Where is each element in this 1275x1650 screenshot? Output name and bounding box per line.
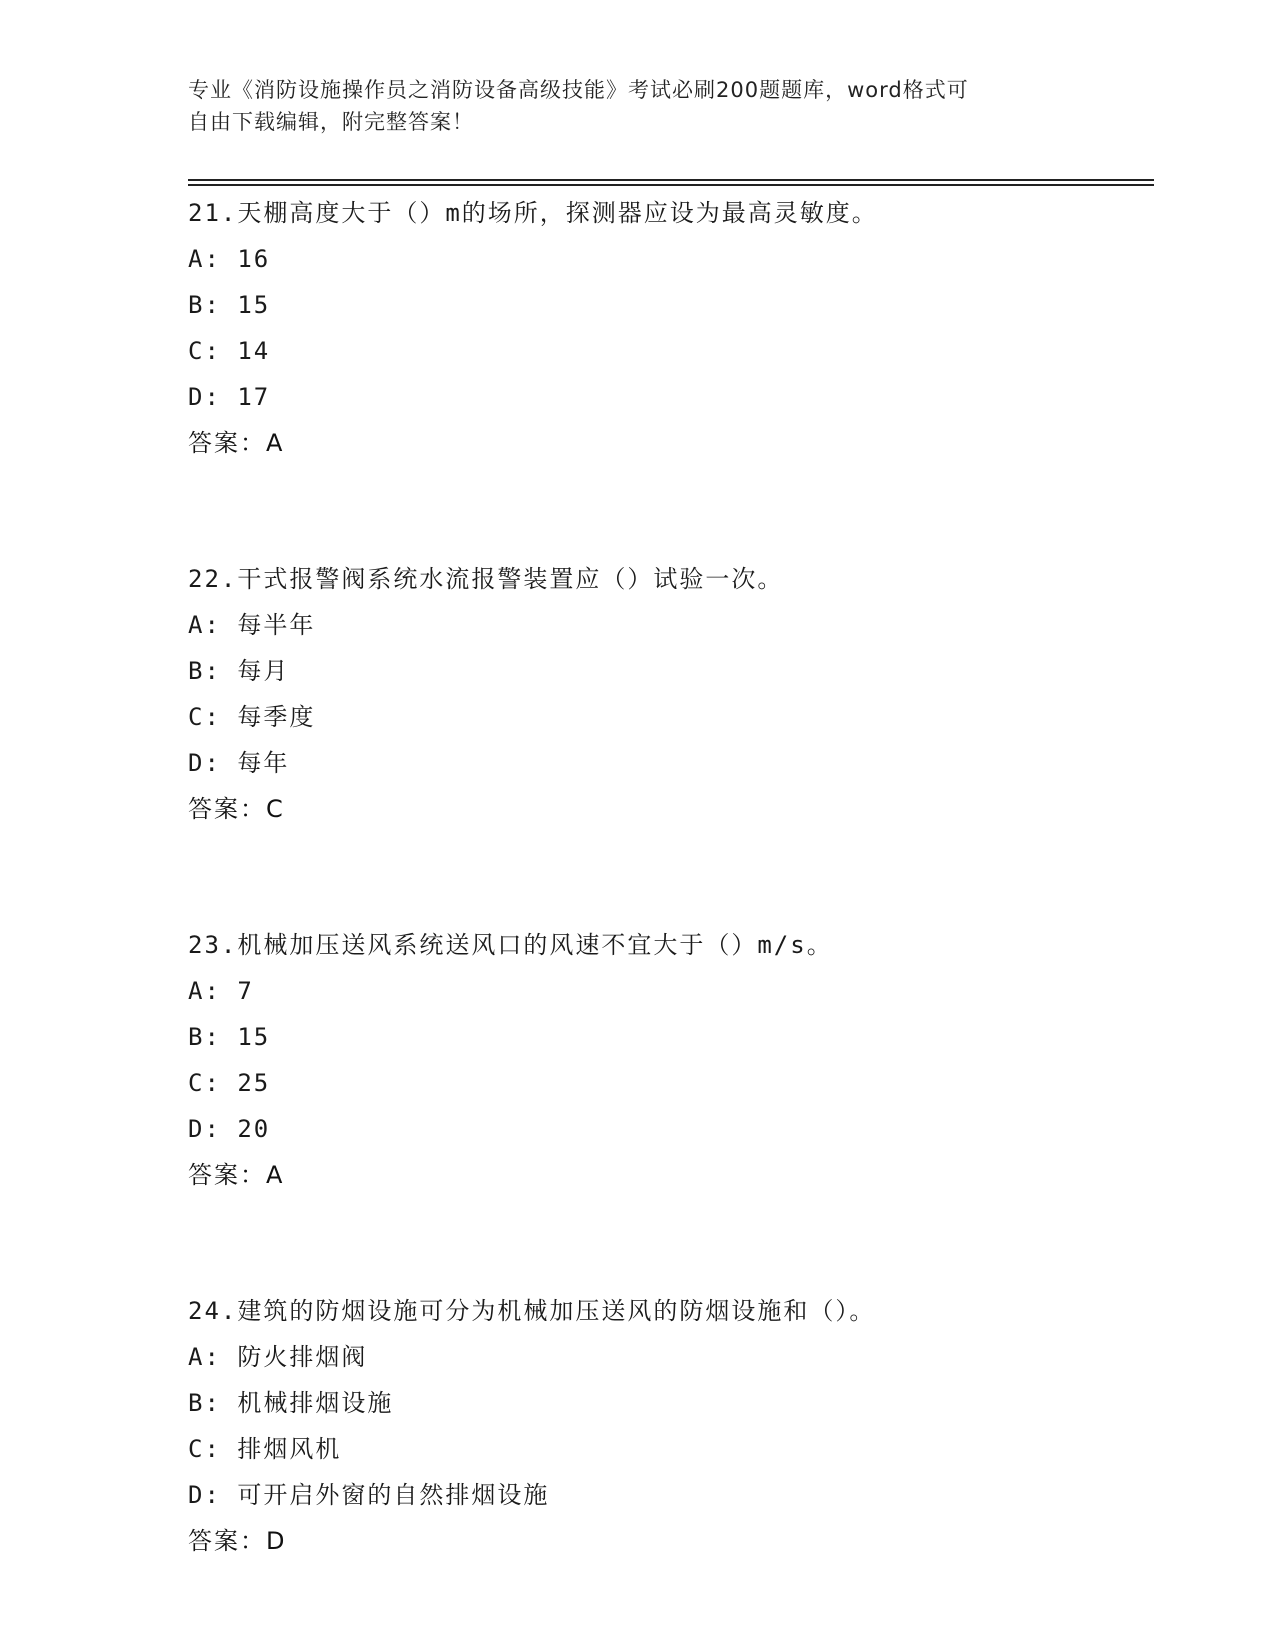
option-b: B: 机械排烟设施 (188, 1389, 394, 1417)
option-d: D: 20 (188, 1115, 271, 1143)
option-c: C: 排烟风机 (188, 1435, 342, 1463)
option-b: B: 15 (188, 291, 271, 319)
answer-line: 答案：C (188, 795, 285, 823)
question-24 (188, 1288, 1154, 1564)
answer-line: 答案：D (188, 1527, 287, 1555)
question-gap (188, 1198, 1154, 1288)
option-b: B: 15 (188, 1023, 271, 1051)
option-a: A: 每半年 (188, 611, 316, 639)
option-d: D: 每年 (188, 749, 290, 777)
question-stem: 23.机械加压送风系统送风口的风速不宜大于（）m/s。 (188, 931, 833, 959)
answer-line: 答案：A (188, 429, 285, 457)
question-23 (188, 922, 1154, 1198)
document-header (188, 74, 1088, 138)
header-line-1: 专业《消防设施操作员之消防设备高级技能》考试必刷200题题库，word格式可 (188, 78, 969, 102)
question-list (188, 190, 1154, 1564)
header-line-2: 自由下载编辑，附完整答案！ (188, 110, 474, 134)
option-c: C: 每季度 (188, 703, 316, 731)
option-a: A: 16 (188, 245, 271, 273)
question-gap (188, 466, 1154, 556)
question-stem: 24.建筑的防烟设施可分为机械加压送风的防烟设施和（）。 (188, 1297, 876, 1325)
option-a: A: 7 (188, 977, 254, 1005)
answer-line: 答案：A (188, 1161, 285, 1189)
question-stem: 21.天棚高度大于（）m的场所，探测器应设为最高灵敏度。 (188, 199, 878, 227)
question-22 (188, 556, 1154, 832)
option-c: C: 14 (188, 337, 271, 365)
option-d: D: 17 (188, 383, 271, 411)
question-stem: 22.干式报警阀系统水流报警装置应（）试验一次。 (188, 565, 784, 593)
header-divider-bottom (188, 184, 1154, 186)
option-a: A: 防火排烟阀 (188, 1343, 368, 1371)
header-divider-top (188, 179, 1154, 181)
option-c: C: 25 (188, 1069, 271, 1097)
option-d: D: 可开启外窗的自然排烟设施 (188, 1481, 550, 1509)
question-21 (188, 190, 1154, 466)
question-gap (188, 832, 1154, 922)
option-b: B: 每月 (188, 657, 290, 685)
